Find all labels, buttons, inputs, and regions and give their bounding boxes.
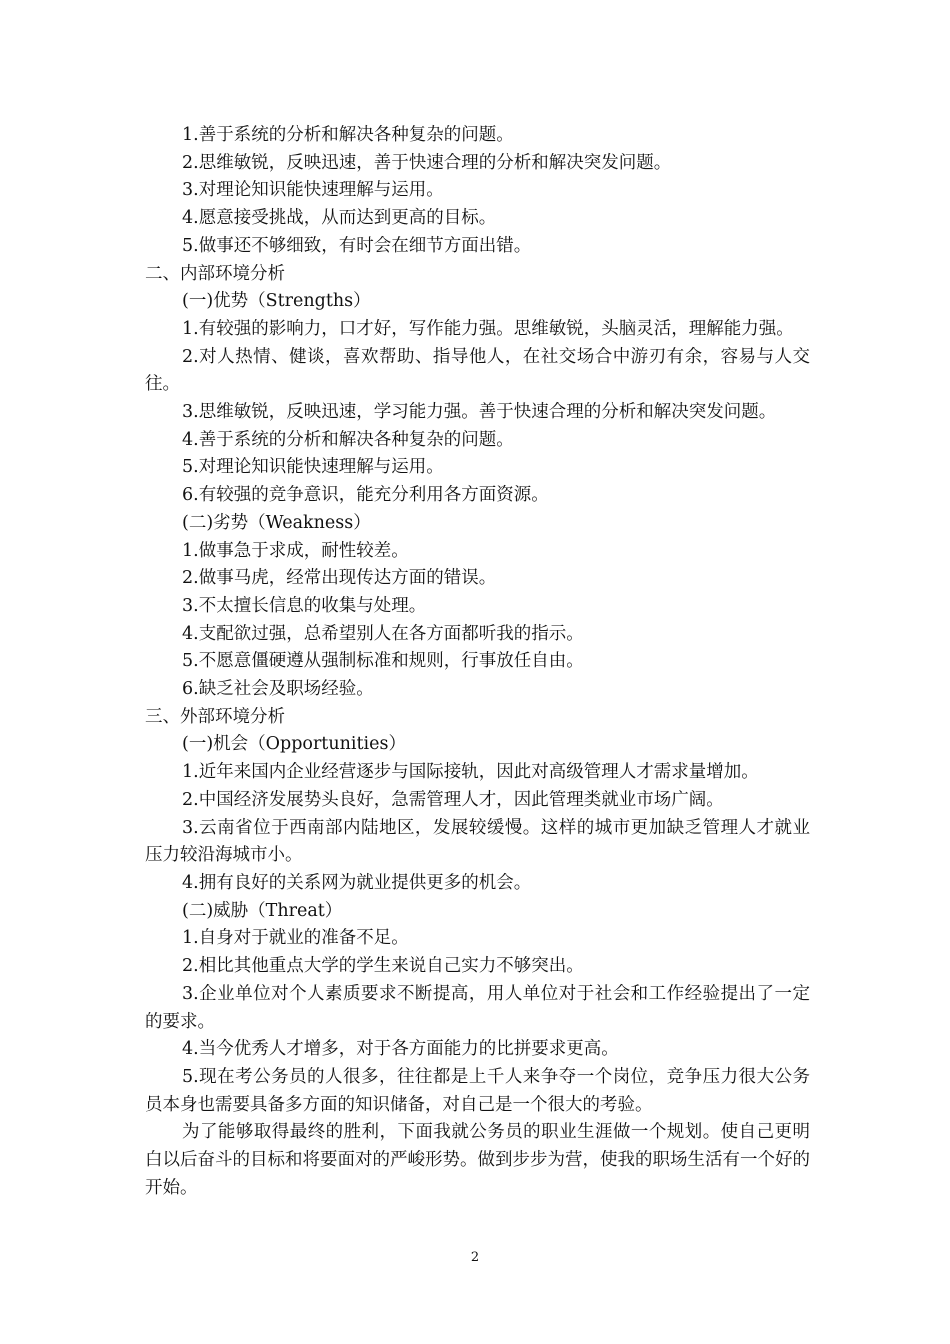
paragraph-line: 6.缺乏社会及职场经验。 [182,679,374,700]
paragraph-line: 4.善于系统的分析和解决各种复杂的问题。 [182,429,514,450]
paragraph-line: 3.企业单位对个人素质要求不断提高，用人单位对于社会和工作经验提出了一定的要求。 [145,983,810,1032]
paragraph-line: 2.对人热情、健谈，喜欢帮助、指导他人，在社交场合中游刃有余，容易与人交往。 [145,346,810,395]
section-heading: 三、外部环境分析 [145,706,285,727]
paragraph-line: (一)优势（Strengths） [182,291,371,312]
paragraph-line: 4.当今优秀人才增多，对于各方面能力的比拼要求更高。 [182,1039,619,1060]
section-heading: 二、内部环境分析 [145,263,285,284]
paragraph-line: 4.愿意接受挑战，从而达到更高的目标。 [182,208,497,229]
paragraph-line: (二)威胁（Threat） [182,900,343,921]
paragraph-line: 5.现在考公务员的人很多，往往都是上千人来争夺一个岗位，竞争压力很大公务员本身也需要具备多方面的知识储备，对自己是一个很大的考验。 [145,1066,810,1115]
paragraph-line: 1.做事急于求成，耐性较差。 [182,540,409,561]
paragraph-line: 5.不愿意僵硬遵从强制标准和规则，行事放任自由。 [182,651,584,672]
paragraph-line: 2.做事马虎，经常出现传达方面的错误。 [182,568,497,589]
paragraph-line: (一)机会（Opportunities） [182,734,406,755]
paragraph-line: 6.有较强的竞争意识，能充分利用各方面资源。 [182,485,549,506]
paragraph-line: 5.做事还不够细致，有时会在细节方面出错。 [182,235,532,256]
paragraph-line: 5.对理论知识能快速理解与运用。 [182,457,444,478]
paragraph-line: 2.相比其他重点大学的学生来说自己实力不够突出。 [182,956,584,977]
page-number: 2 [470,1250,480,1265]
paragraph-line: 1.自身对于就业的准备不足。 [182,928,409,949]
paragraph-line: 1.有较强的影响力，口才好，写作能力强。思维敏锐，头脑灵活，理解能力强。 [182,318,794,339]
paragraph-line: 为了能够取得最终的胜利，下面我就公务员的职业生涯做一个规划。使自己更明白以后奋斗的目标和将要面对的严峻形势。做到步步为营，使我的职场生活有一个好的开始。 [145,1122,810,1198]
document-body [145,122,810,1202]
paragraph-line: 1.善于系统的分析和解决各种复杂的问题。 [182,125,514,145]
paragraph-line: 1.近年来国内企业经营逐步与国际接轨，因此对高级管理人才需求量增加。 [182,762,759,783]
paragraph-line: 4.支配欲过强，总希望别人在各方面都听我的指示。 [182,623,584,644]
paragraph-line: 2.中国经济发展势头良好，急需管理人才，因此管理类就业市场广阔。 [182,789,724,810]
paragraph-line: 4.拥有良好的关系网为就业提供更多的机会。 [182,872,532,893]
paragraph-line: (二)劣势（Weakness） [182,512,371,533]
paragraph-line: 3.不太擅长信息的收集与处理。 [182,595,427,616]
paragraph-line: 3.对理论知识能快速理解与运用。 [182,180,444,201]
paragraph-line: 3.思维敏锐，反映迅速，学习能力强。善于快速合理的分析和解决突发问题。 [182,402,777,423]
paragraph-line: 2.思维敏锐，反映迅速，善于快速合理的分析和解决突发问题。 [182,152,672,173]
paragraph-line: 3.云南省位于西南部内陆地区，发展较缓慢。这样的城市更加缺乏管理人才就业压力较沿海城市小。 [145,817,810,866]
